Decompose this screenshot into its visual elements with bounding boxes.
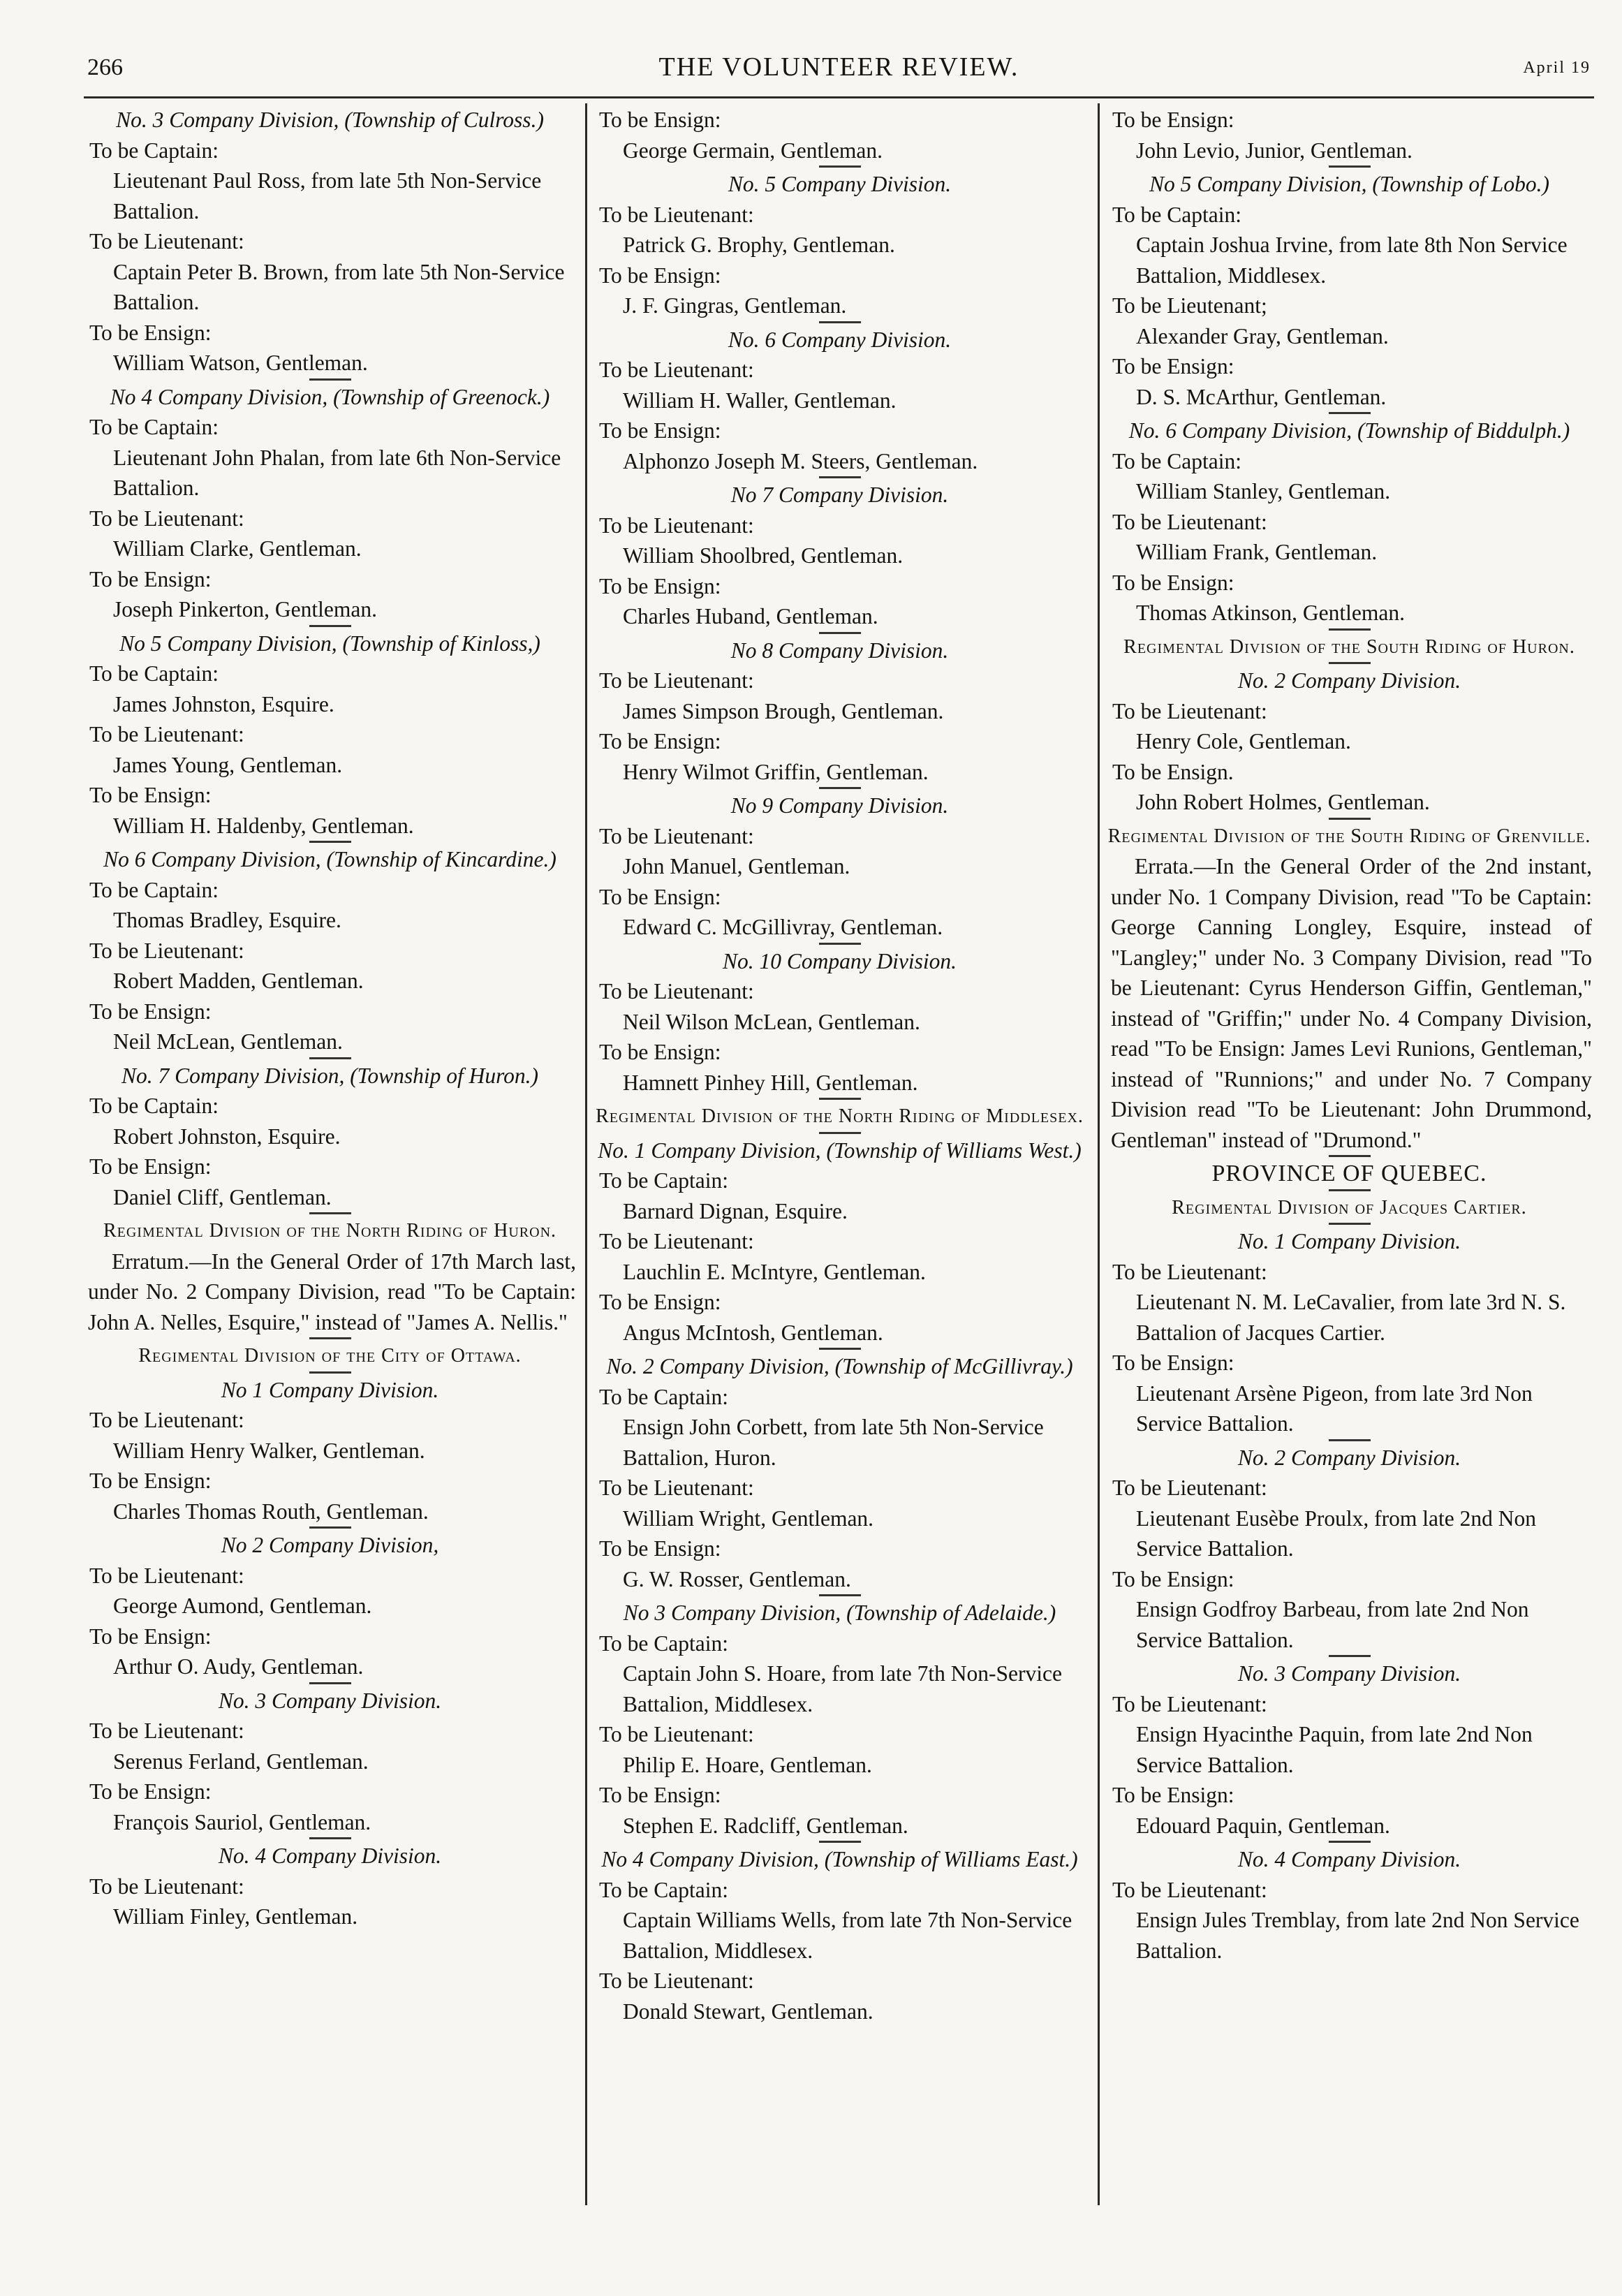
section-rule xyxy=(309,1837,351,1839)
company-division-heading: No 5 Company Division, (Township of Lobo.) xyxy=(1149,172,1549,196)
appointment-label: To be Lieutenant: xyxy=(89,229,244,253)
section-rule xyxy=(1329,662,1371,664)
appointment-label: To be Lieutenant: xyxy=(89,1874,244,1899)
appointee-name: Lieutenant N. M. LeCavalier, from late 3rd N. S. Battalion of Jacques Cartier. xyxy=(1136,1290,1566,1345)
section-rule xyxy=(309,841,351,843)
appointment-label: To be Ensign: xyxy=(599,573,721,598)
appointee-name: William Frank, Gentleman. xyxy=(1136,540,1378,564)
appointment-label: To be Lieutenant: xyxy=(599,668,754,693)
appointee-name: Ensign Jules Tremblay, from late 2nd Non Service Battalion. xyxy=(1136,1908,1579,1963)
column-divider-2 xyxy=(1098,103,1100,2205)
section-rule xyxy=(1329,1655,1371,1657)
errata-paragraph: Errata.—In the General Order of the 2nd instant, under No. 1 Company Division, read "To be Captain: George Canning Longley, Esquire, instead of "Langley;" under No. 3 Company Division, read "To be Lieutenant: Cyrus Henderson Giffin, Gentleman," instead of "Griffin;" under No. 4 Company Division, read "To be Ensign: James Levi Runions, Gentleman," instead of "Runnions;" and under No. 7 Company Division read "To be Lieutenant: John Drummond, Gentleman" instead of "Drumond." xyxy=(1111,854,1592,1152)
company-division-heading: No 1 Company Division. xyxy=(221,1377,439,1402)
appointment-label: To be Ensign: xyxy=(599,729,721,753)
company-division-heading: No. 3 Company Division. xyxy=(218,1688,442,1713)
company-division-heading: No 7 Company Division. xyxy=(730,483,949,507)
appointee-name: James Simpson Brough, Gentleman. xyxy=(623,698,944,723)
regimental-division-heading: Regimental Division of the North Riding of Middlesex. xyxy=(596,1105,1084,1127)
appointment-label: To be Lieutenant: xyxy=(599,1968,754,1993)
appointment-label: To be Lieutenant: xyxy=(599,823,754,848)
appointee-name: François Sauriol, Gentleman. xyxy=(113,1809,371,1834)
company-division-heading: No 3 Company Division, (Township of Adelaide.) xyxy=(623,1600,1056,1625)
column-2 xyxy=(593,105,1086,2026)
company-division-heading: No 9 Company Division. xyxy=(730,793,949,818)
appointment-label: To be Ensign: xyxy=(89,566,212,591)
section-rule xyxy=(309,1371,351,1374)
appointee-name: D. S. McArthur, Gentleman. xyxy=(1136,384,1387,409)
appointee-name: William Henry Walker, Gentleman. xyxy=(113,1438,425,1463)
page-header xyxy=(87,49,1591,91)
appointment-label: To be Captain: xyxy=(1112,448,1242,473)
appointment-label: To be Ensign: xyxy=(1112,1566,1234,1591)
company-division-heading: No. 6 Company Division, (Township of Biddulph.) xyxy=(1128,418,1570,443)
section-rule xyxy=(309,1057,351,1059)
appointee-name: Lieutenant John Phalan, from late 6th Non-Service Battalion. xyxy=(113,445,561,500)
appointee-name: John Robert Holmes, Gentleman. xyxy=(1136,790,1430,814)
company-division-heading: No. 7 Company Division, (Township of Huron.) xyxy=(121,1063,539,1088)
header-rule xyxy=(84,96,1594,98)
appointment-label: To be Captain: xyxy=(599,1631,729,1656)
company-division-heading: No. 4 Company Division. xyxy=(218,1844,442,1868)
appointment-label: To be Ensign: xyxy=(89,783,212,807)
appointment-label: To be Ensign: xyxy=(1112,570,1234,595)
appointment-label: To be Ensign: xyxy=(599,1290,721,1314)
company-division-heading: No 8 Company Division. xyxy=(730,638,949,663)
company-division-heading: No 4 Company Division, (Township of Williams East.) xyxy=(601,1847,1078,1871)
appointee-name: William Watson, Gentleman. xyxy=(113,351,368,375)
appointment-label: To be Lieutenant: xyxy=(599,1722,754,1746)
section-rule xyxy=(309,1682,351,1684)
section-rule xyxy=(1329,412,1371,414)
appointee-name: Alexander Gray, Gentleman. xyxy=(1136,323,1389,348)
appointment-label: To be Lieutenant: xyxy=(1112,509,1267,534)
company-division-heading: No. 5 Company Division. xyxy=(728,172,952,196)
section-rule xyxy=(819,632,861,634)
appointment-label: To be Lieutenant: xyxy=(599,513,754,538)
appointee-name: Joseph Pinkerton, Gentleman. xyxy=(113,597,377,621)
section-rule xyxy=(819,1098,861,1100)
section-rule xyxy=(819,476,861,478)
appointee-name: George Aumond, Gentleman. xyxy=(113,1594,372,1618)
appointment-label: To be Ensign: xyxy=(599,263,721,288)
appointment-label: To be Captain: xyxy=(89,877,219,902)
section-rule xyxy=(819,1348,861,1350)
appointment-label: To be Lieutenant: xyxy=(599,1229,754,1253)
appointee-name: James Young, Gentleman. xyxy=(113,752,343,777)
company-division-heading: No. 3 Company Division, (Township of Culross.) xyxy=(116,108,544,132)
appointment-label: To be Captain: xyxy=(599,1877,729,1902)
regimental-division-heading: Regimental Division of the South Riding of Huron. xyxy=(1123,635,1575,658)
appointment-label: To be Lieutenant: xyxy=(1112,698,1267,723)
company-division-heading: No. 2 Company Division. xyxy=(1237,668,1461,693)
appointee-name: Lieutenant Eusèbe Proulx, from late 2nd Non Service Battalion. xyxy=(1136,1506,1536,1561)
section-rule xyxy=(819,1841,861,1843)
issue-date: April 19 xyxy=(1523,59,1591,77)
appointment-label: To be Lieutenant: xyxy=(599,979,754,1003)
appointee-name: Thomas Atkinson, Gentleman. xyxy=(1136,601,1405,625)
appointment-label: To be Ensign: xyxy=(1112,1351,1234,1375)
appointment-label: To be Lieutenant: xyxy=(89,722,244,746)
appointee-name: Lieutenant Paul Ross, from late 5th Non-Service Battalion. xyxy=(113,168,542,223)
section-rule xyxy=(309,625,351,627)
appointment-label: To be Ensign: xyxy=(1112,354,1234,378)
appointee-name: Charles Huband, Gentleman. xyxy=(623,604,878,628)
appointment-label: To be Ensign: xyxy=(89,320,212,345)
errata-paragraph: Erratum.—In the General Order of 17th March last, under No. 2 Company Division, read "To be Captain: John A. Nelles, Esquire," instead of "James A. Nellis." xyxy=(88,1249,576,1334)
appointee-name: Neil Wilson McLean, Gentleman. xyxy=(623,1009,920,1034)
company-division-heading: No. 1 Company Division. xyxy=(1237,1229,1461,1253)
section-rule xyxy=(1329,165,1371,168)
appointee-name: Edouard Paquin, Gentleman. xyxy=(1136,1813,1390,1838)
company-division-heading: No 5 Company Division, (Township of Kinloss,) xyxy=(119,631,540,656)
appointment-label: To be Captain: xyxy=(89,1094,219,1118)
page-number: 266 xyxy=(87,54,123,80)
section-rule xyxy=(1329,1189,1371,1191)
appointment-label: To be Ensign: xyxy=(599,1783,721,1807)
appointment-label: To be Ensign: xyxy=(89,999,212,1024)
appointee-name: Barnard Dignan, Esquire. xyxy=(623,1198,848,1223)
appointee-name: Henry Wilmot Griffin, Gentleman. xyxy=(623,759,929,784)
appointee-name: Daniel Cliff, Gentleman. xyxy=(113,1184,332,1209)
appointee-name: Charles Thomas Routh, Gentleman. xyxy=(113,1499,429,1524)
section-rule xyxy=(1329,628,1371,631)
section-rule xyxy=(819,1132,861,1134)
newspaper-title: THE VOLUNTEER REVIEW. xyxy=(658,52,1019,82)
section-rule xyxy=(1329,1439,1371,1441)
appointee-name: Ensign John Corbett, from late 5th Non-Service Battalion, Huron. xyxy=(623,1415,1044,1470)
appointee-name: Hamnett Pinhey Hill, Gentleman. xyxy=(623,1070,918,1095)
section-rule xyxy=(819,321,861,323)
appointment-label: To be Ensign: xyxy=(89,1154,212,1179)
appointment-label: To be Lieutenant: xyxy=(89,938,244,963)
appointment-label: To be Lieutenant: xyxy=(1112,1877,1267,1902)
section-rule xyxy=(1329,1223,1371,1225)
section-rule xyxy=(819,165,861,168)
appointee-name: William Finley, Gentleman. xyxy=(113,1904,358,1929)
appointee-name: William H. Waller, Gentleman. xyxy=(623,388,897,413)
appointment-label: To be Captain: xyxy=(89,661,219,686)
section-rule xyxy=(309,1212,351,1214)
appointment-label: To be Ensign: xyxy=(599,418,721,443)
appointment-label: To be Lieutenant: xyxy=(599,202,754,227)
appointee-name: Captain John S. Hoare, from late 7th Non-Service Battalion, Middlesex. xyxy=(623,1661,1062,1716)
appointee-name: Stephen E. Radcliff, Gentleman. xyxy=(623,1813,908,1838)
appointee-name: James Johnston, Esquire. xyxy=(113,691,334,716)
company-division-heading: No 4 Company Division, (Township of Greenock.) xyxy=(110,384,550,409)
section-rule xyxy=(309,378,351,381)
appointee-name: Alphonzo Joseph M. Steers, Gentleman. xyxy=(623,448,978,473)
appointment-label: To be Ensign: xyxy=(1112,108,1234,132)
appointee-name: J. F. Gingras, Gentleman. xyxy=(623,293,847,318)
appointee-name: Robert Johnston, Esquire. xyxy=(113,1124,341,1149)
appointee-name: John Levio, Junior, Gentleman. xyxy=(1136,138,1413,163)
appointee-name: Angus McIntosh, Gentleman. xyxy=(623,1320,883,1345)
company-division-heading: No. 1 Company Division, (Township of Williams West.) xyxy=(598,1138,1082,1163)
column-3 xyxy=(1107,105,1592,1966)
appointment-label: To be Lieutenant: xyxy=(89,1408,244,1432)
company-division-heading: No. 6 Company Division. xyxy=(728,327,952,352)
appointment-label: To be Lieutenant: xyxy=(89,1719,244,1743)
appointee-name: Arthur O. Audy, Gentleman. xyxy=(113,1654,364,1679)
regimental-division-heading: Regimental Division of the South Riding of Grenville. xyxy=(1107,825,1591,847)
province-heading: PROVINCE OF QUEBEC. xyxy=(1211,1161,1487,1186)
section-rule xyxy=(309,1337,351,1339)
appointee-name: Neil McLean, Gentleman. xyxy=(113,1029,343,1054)
regimental-division-heading: Regimental Division of the North Riding of Huron. xyxy=(103,1220,557,1242)
appointee-name: William H. Haldenby, Gentleman. xyxy=(113,813,414,838)
appointee-name: Robert Madden, Gentleman. xyxy=(113,969,364,993)
appointee-name: Donald Stewart, Gentleman. xyxy=(623,1999,873,2024)
company-division-heading: No 6 Company Division, (Township of Kincardine.) xyxy=(103,847,556,871)
appointment-label: To be Lieutenant: xyxy=(1112,1259,1267,1284)
appointee-name: Philip E. Hoare, Gentleman. xyxy=(623,1752,872,1777)
section-rule xyxy=(1329,1841,1371,1843)
appointee-name: Patrick G. Brophy, Gentleman. xyxy=(623,233,895,257)
appointment-label: To be Ensign. xyxy=(1112,759,1234,784)
section-rule xyxy=(819,787,861,789)
section-rule xyxy=(309,1526,351,1529)
appointment-label: To be Lieutenant: xyxy=(1112,1476,1267,1500)
appointment-label: To be Lieutenant: xyxy=(89,506,244,531)
appointment-label: To be Captain: xyxy=(599,1168,729,1193)
appointee-name: Edward C. McGillivray, Gentleman. xyxy=(623,915,943,939)
section-rule xyxy=(819,1594,861,1596)
appointment-label: To be Lieutenant: xyxy=(599,1476,754,1500)
column-divider-1 xyxy=(585,103,587,2205)
appointment-label: To be Ensign: xyxy=(599,884,721,909)
appointee-name: George Germain, Gentleman. xyxy=(623,138,883,163)
appointee-name: Lieutenant Arsène Pigeon, from late 3rd Non Service Battalion. xyxy=(1136,1381,1533,1436)
regimental-division-heading: Regimental Division of Jacques Cartier. xyxy=(1172,1196,1527,1219)
appointee-name: Captain Joshua Irvine, from late 8th Non Service Battalion, Middlesex. xyxy=(1136,233,1568,288)
company-division-heading: No. 2 Company Division, (Township of McGillivray.) xyxy=(606,1354,1073,1378)
appointment-label: To be Captain: xyxy=(89,138,219,163)
column-1 xyxy=(84,105,576,1932)
appointee-name: Captain Peter B. Brown, from late 5th Non-Service Battalion. xyxy=(113,259,565,314)
appointee-name: G. W. Rosser, Gentleman. xyxy=(623,1566,851,1591)
appointment-label: To be Lieutenant: xyxy=(599,358,754,382)
appointee-name: Ensign Hyacinthe Paquin, from late 2nd Non Service Battalion. xyxy=(1136,1722,1533,1777)
appointment-label: To be Captain: xyxy=(599,1384,729,1409)
appointee-name: Captain Williams Wells, from late 7th Non-Service Battalion, Middlesex. xyxy=(623,1908,1072,1963)
appointee-name: William Wright, Gentleman. xyxy=(623,1506,874,1531)
section-rule xyxy=(1329,1155,1371,1157)
company-division-heading: No. 3 Company Division. xyxy=(1237,1661,1461,1686)
appointee-name: Serenus Ferland, Gentleman. xyxy=(113,1749,369,1774)
appointment-label: To be Ensign: xyxy=(599,108,721,132)
appointee-name: Henry Cole, Gentleman. xyxy=(1136,729,1351,753)
appointee-name: John Manuel, Gentleman. xyxy=(623,854,850,878)
appointment-label: To be Ensign: xyxy=(599,1040,721,1064)
company-division-heading: No. 10 Company Division. xyxy=(722,948,957,973)
appointment-label: To be Captain: xyxy=(1112,202,1242,227)
appointment-label: To be Ensign: xyxy=(89,1624,212,1649)
appointee-name: Ensign Godfroy Barbeau, from late 2nd Non Service Battalion. xyxy=(1136,1597,1529,1652)
company-division-heading: No 2 Company Division, xyxy=(221,1533,439,1557)
appointee-name: Lauchlin E. McIntyre, Gentleman. xyxy=(623,1259,926,1284)
appointment-label: To be Ensign: xyxy=(89,1779,212,1804)
company-division-heading: No. 2 Company Division. xyxy=(1237,1445,1461,1470)
appointee-name: Thomas Bradley, Esquire. xyxy=(113,908,341,932)
regimental-division-heading: Regimental Division of the City of Ottawa. xyxy=(138,1345,522,1367)
appointee-name: William Clarke, Gentleman. xyxy=(113,536,362,561)
appointment-label: To be Lieutenant: xyxy=(89,1563,244,1588)
appointment-label: To be Captain: xyxy=(89,415,219,439)
section-rule xyxy=(1329,818,1371,820)
appointment-label: To be Ensign: xyxy=(599,1536,721,1561)
section-rule xyxy=(819,943,861,945)
appointment-label: To be Lieutenant: xyxy=(1112,1691,1267,1716)
appointment-label: To be Ensign: xyxy=(89,1469,212,1493)
company-division-heading: No. 4 Company Division. xyxy=(1237,1847,1461,1871)
appointee-name: William Stanley, Gentleman. xyxy=(1136,479,1391,503)
appointment-label: To be Ensign: xyxy=(1112,1783,1234,1807)
appointment-label: To be Lieutenant; xyxy=(1112,293,1267,318)
appointee-name: William Shoolbred, Gentleman. xyxy=(623,543,904,568)
